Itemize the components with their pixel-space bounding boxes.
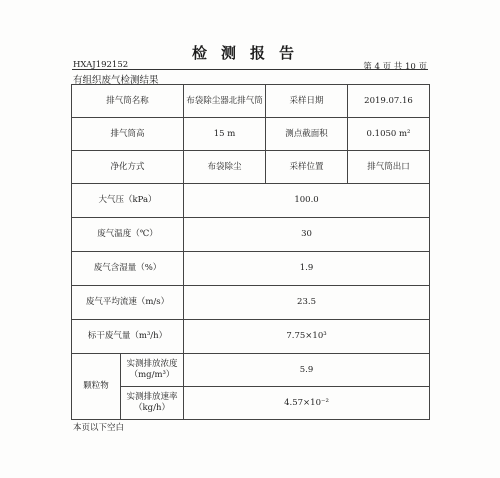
table-row: [72, 118, 430, 151]
cell-value: 2019.07.16: [348, 85, 430, 118]
cell-value: 5.9: [184, 354, 430, 387]
cell-label: 排气筒名称: [72, 85, 184, 118]
table-row: [72, 286, 430, 320]
cell-label: 排气筒高: [72, 118, 184, 151]
header-rule: [72, 69, 428, 70]
cell-value: 15 m: [184, 118, 266, 151]
table-row: [72, 387, 430, 420]
cell-label: 大气压（kPa）: [72, 184, 184, 218]
cell-value: 23.5: [184, 286, 430, 320]
cell-label: 采样日期: [266, 85, 348, 118]
cell-value: 1.9: [184, 252, 430, 286]
report-title: 检测报告: [191, 44, 308, 62]
cell-value: 排气筒出口: [348, 151, 430, 184]
cell-value: 0.1050 m²: [348, 118, 430, 151]
table-row: [72, 218, 430, 252]
cell-label: 测点截面积: [266, 118, 348, 151]
cell-label: [121, 387, 184, 420]
cell-label: [121, 354, 184, 387]
cell-value: 布袋除尘: [184, 151, 266, 184]
results-table: [71, 84, 430, 420]
page-info: 第 4 页 共 10 页: [363, 62, 427, 72]
cell-value: 100.0: [184, 184, 430, 218]
cell-value: 4.57×10⁻²: [184, 387, 430, 420]
cell-label: 采样位置: [266, 151, 348, 184]
cell-label: 标干废气量（m³/h）: [72, 320, 184, 354]
cell-label: 废气平均流速（m/s）: [72, 286, 184, 320]
cell-value: 7.75×10³: [184, 320, 430, 354]
particulate-group-label: 颗粒物: [72, 354, 121, 420]
conc-label-line2: （mg/m³）: [129, 370, 175, 380]
cell-label: 废气含湿量（%）: [72, 252, 184, 286]
rate-label-line1: 实测排放速率: [126, 392, 178, 403]
table-row: [72, 85, 430, 118]
table-row: [72, 151, 430, 184]
table-row: [72, 354, 430, 387]
cell-label: 净化方式: [72, 151, 184, 184]
table-row: [72, 320, 430, 354]
table-row: [72, 184, 430, 218]
footer-note: 本页以下空白: [73, 423, 125, 433]
section-title: 有组织废气检测结果: [73, 75, 159, 86]
cell-value: 30: [184, 218, 430, 252]
cell-value: 布袋除尘器北排气筒: [184, 85, 266, 118]
report-number: HXAJ192152: [73, 60, 129, 70]
table-row: [72, 252, 430, 286]
cell-label: 废气温度（℃）: [72, 218, 184, 252]
conc-label-line1: 实测排放浓度: [126, 359, 178, 370]
rate-label-line2: （kg/h）: [134, 403, 170, 413]
